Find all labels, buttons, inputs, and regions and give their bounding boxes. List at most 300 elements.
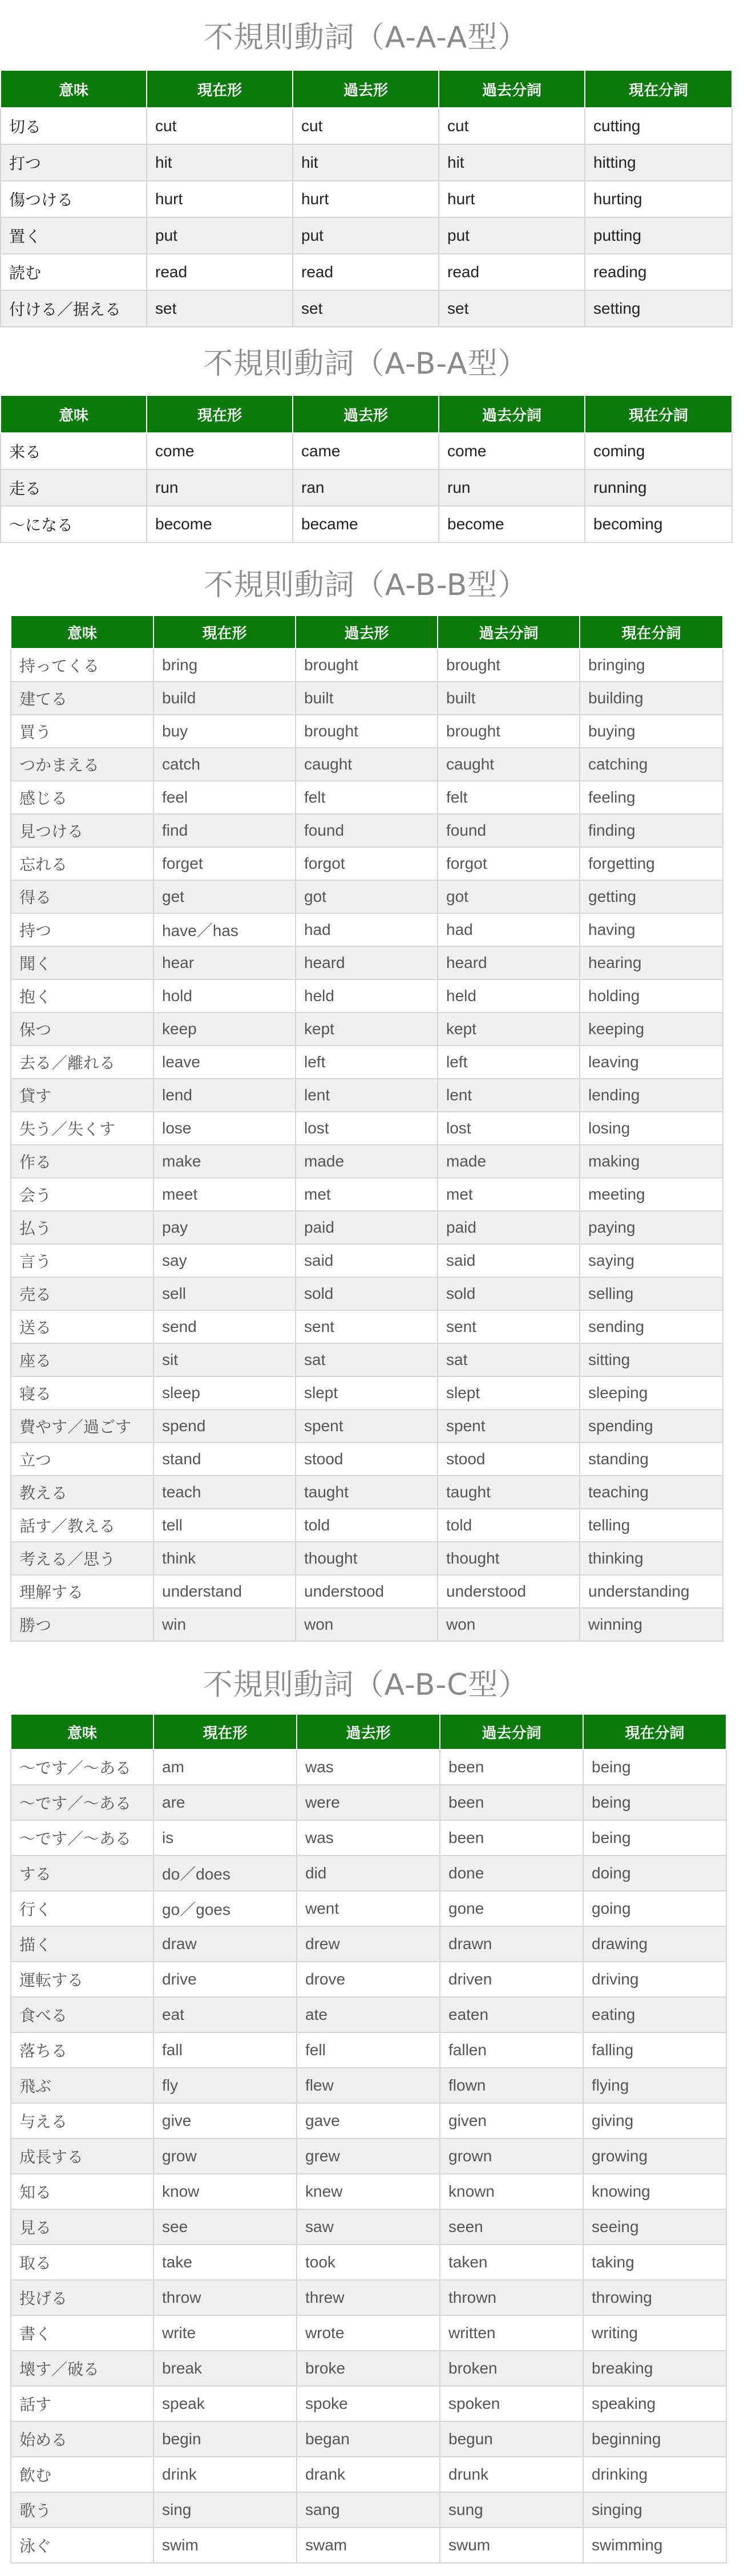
header-meaning: 意味 [11, 615, 153, 649]
cell-present: catch [153, 748, 296, 781]
cell-past-participle: hurt [439, 181, 585, 217]
cell-past-participle: had [438, 913, 580, 946]
cell-past: grew [297, 2138, 440, 2174]
table-row [11, 1542, 723, 1575]
cell-present: sell [153, 1277, 296, 1310]
cell-present: drink [153, 2457, 297, 2492]
table-row [11, 1926, 726, 1962]
cell-present-participle: taking [583, 2245, 726, 2280]
cell-meaning: 打つ [1, 144, 147, 181]
cell-past: taught [296, 1476, 438, 1509]
cell-past: understood [296, 1575, 438, 1608]
cell-meaning: 買う [11, 715, 153, 748]
header-present: 現在形 [147, 70, 293, 108]
cell-past: was [297, 1749, 440, 1785]
header-meaning: 意味 [1, 70, 147, 108]
cell-present-participle: being [583, 1749, 726, 1785]
cell-present-participle: growing [583, 2138, 726, 2174]
cell-past-participle: forgot [438, 847, 580, 880]
cell-present: fall [153, 2032, 297, 2068]
cell-meaning: 食べる [11, 1997, 153, 2032]
cell-meaning: 見つける [11, 814, 153, 847]
table-header-row [11, 1714, 726, 1749]
cell-past-participle: seen [440, 2209, 583, 2245]
cell-meaning: 与える [11, 2103, 153, 2138]
cell-present-participle: understanding [580, 1575, 723, 1608]
cell-present-participle: flying [583, 2068, 726, 2103]
cell-present-participle: keeping [580, 1012, 723, 1046]
cell-meaning: 貸す [11, 1079, 153, 1112]
cell-meaning: 払う [11, 1211, 153, 1244]
table-row [11, 2457, 726, 2492]
cell-present: bring [153, 649, 296, 682]
cell-present-participle: knowing [583, 2174, 726, 2209]
table-row [1, 290, 732, 327]
cell-past: fell [297, 2032, 440, 2068]
cell-past: had [296, 913, 438, 946]
verb-table [0, 395, 733, 543]
cell-meaning: 話す／教える [11, 1509, 153, 1542]
cell-past-participle: come [439, 433, 585, 469]
cell-past-participle: flown [440, 2068, 583, 2103]
cell-present-participle: eating [583, 1997, 726, 2032]
cell-past-participle: lent [438, 1079, 580, 1112]
cell-meaning: 売る [11, 1277, 153, 1310]
cell-past: sold [296, 1277, 438, 1310]
cell-present-participle: hurting [585, 181, 732, 217]
cell-present: stand [153, 1443, 296, 1476]
table-row [11, 1749, 726, 1785]
cell-present: send [153, 1310, 296, 1343]
cell-past-participle: sung [440, 2492, 583, 2528]
cell-present: sleep [153, 1376, 296, 1409]
cell-meaning: 送る [11, 1310, 153, 1343]
cell-past-participle: begun [440, 2421, 583, 2457]
cell-past-participle: heard [438, 946, 580, 979]
table-row [11, 1409, 723, 1443]
cell-past-participle: put [439, 217, 585, 254]
table-row [11, 2209, 726, 2245]
cell-past: put [293, 217, 439, 254]
cell-past: became [293, 506, 439, 542]
cell-meaning: 抱く [11, 979, 153, 1012]
cell-present: run [147, 469, 293, 506]
cell-present: begin [153, 2421, 297, 2457]
cell-meaning: 書く [11, 2315, 153, 2351]
header-present-participle: 現在分詞 [585, 70, 732, 108]
cell-present-participle: coming [585, 433, 732, 469]
cell-present-participle: telling [580, 1509, 723, 1542]
cell-present-participle: catching [580, 748, 723, 781]
cell-past: lost [296, 1112, 438, 1145]
cell-past-participle: given [440, 2103, 583, 2138]
cell-past: won [296, 1608, 438, 1641]
cell-present-participle: being [583, 1820, 726, 1856]
cell-past-participle: stood [438, 1443, 580, 1476]
cell-present-participle: giving [583, 2103, 726, 2138]
section-title: 不規則動詞（A-B-C型） [203, 1668, 529, 1702]
cell-present: hold [153, 979, 296, 1012]
cell-past: kept [296, 1012, 438, 1046]
cell-meaning: 去る／離れる [11, 1046, 153, 1079]
cell-past: ran [293, 469, 439, 506]
cell-present: do／does [153, 1856, 297, 1891]
cell-past-participle: broken [440, 2351, 583, 2386]
cell-present-participle: spending [580, 1409, 723, 1443]
cell-past: broke [297, 2351, 440, 2386]
table-row [11, 1112, 723, 1145]
cell-present: hit [147, 144, 293, 181]
cell-meaning: 座る [11, 1343, 153, 1376]
cell-present: spend [153, 1409, 296, 1443]
cell-meaning: 置く [1, 217, 147, 254]
cell-past: spoke [297, 2386, 440, 2421]
cell-meaning: 理解する [11, 1575, 153, 1608]
cell-past: told [296, 1509, 438, 1542]
cell-past: read [293, 254, 439, 290]
cell-present-participle: doing [583, 1856, 726, 1891]
table-row [11, 2421, 726, 2457]
cell-past: did [297, 1856, 440, 1891]
cell-past: said [296, 1244, 438, 1277]
header-present: 現在形 [153, 1714, 297, 1749]
cell-past-participle: paid [438, 1211, 580, 1244]
cell-past-participle: become [439, 506, 585, 542]
cell-meaning: 成長する [11, 2138, 153, 2174]
cell-present-participle: bringing [580, 649, 723, 682]
cell-past-participle: thrown [440, 2280, 583, 2315]
cell-meaning: 感じる [11, 781, 153, 814]
cell-present-participle: hearing [580, 946, 723, 979]
cell-past: drank [297, 2457, 440, 2492]
cell-meaning: 得る [11, 880, 153, 913]
cell-meaning: 話す [11, 2386, 153, 2421]
cell-past: slept [296, 1376, 438, 1409]
cell-meaning: 失う／失くす [11, 1112, 153, 1145]
cell-past-participle: grown [440, 2138, 583, 2174]
table-row [1, 108, 732, 144]
table-row [11, 1376, 723, 1409]
cell-present-participle: selling [580, 1277, 723, 1310]
cell-meaning: 言う [11, 1244, 153, 1277]
header-past-participle: 過去分詞 [438, 615, 580, 649]
cell-present: forget [153, 847, 296, 880]
cell-present: draw [153, 1926, 297, 1962]
header-present-participle: 現在分詞 [580, 615, 723, 649]
cell-present: get [153, 880, 296, 913]
table-row [1, 469, 732, 506]
cell-present-participle: standing [580, 1443, 723, 1476]
cell-meaning: する [11, 1856, 153, 1891]
cell-present: throw [153, 2280, 297, 2315]
table-row [11, 2351, 726, 2386]
cell-present-participle: drinking [583, 2457, 726, 2492]
cell-meaning: 建てる [11, 682, 153, 715]
header-past-participle: 過去分詞 [439, 395, 585, 433]
header-past: 過去形 [297, 1714, 440, 1749]
cell-meaning: 切る [1, 108, 147, 144]
section-title: 不規則動詞（A-A-A型） [203, 21, 528, 55]
table-row [11, 847, 723, 880]
cell-present: put [147, 217, 293, 254]
cell-past: brought [296, 715, 438, 748]
cell-past: saw [297, 2209, 440, 2245]
cell-present-participle: sending [580, 1310, 723, 1343]
cell-past: drew [297, 1926, 440, 1962]
cell-meaning: 勝つ [11, 1608, 153, 1641]
table-row [11, 1310, 723, 1343]
cell-meaning: 歌う [11, 2492, 153, 2528]
cell-past-participle: fallen [440, 2032, 583, 2068]
table-row [11, 1856, 726, 1891]
cell-past: forgot [296, 847, 438, 880]
cell-present: say [153, 1244, 296, 1277]
verb-table [0, 70, 733, 327]
cell-present-participle: driving [583, 1962, 726, 1997]
table-row [11, 2174, 726, 2209]
table-row [11, 2528, 726, 2563]
cell-past: thought [296, 1542, 438, 1575]
cell-past: hit [293, 144, 439, 181]
cell-meaning: 飛ぶ [11, 2068, 153, 2103]
table-row [11, 1962, 726, 1997]
cell-present: swim [153, 2528, 297, 2563]
cell-present-participle: swimming [583, 2528, 726, 2563]
cell-present-participle: drawing [583, 1926, 726, 1962]
header-present: 現在形 [153, 615, 296, 649]
cell-present: become [147, 506, 293, 542]
cell-past-participle: felt [438, 781, 580, 814]
cell-present: buy [153, 715, 296, 748]
cell-past-participle: told [438, 1509, 580, 1542]
table-row [1, 144, 732, 181]
cell-past-participle: driven [440, 1962, 583, 1997]
cell-meaning: 〜です／〜ある [11, 1749, 153, 1785]
cell-past: swam [297, 2528, 440, 2563]
cell-present-participle: being [583, 1785, 726, 1820]
table-row [11, 946, 723, 979]
cell-past-participle: sent [438, 1310, 580, 1343]
cell-present-participle: holding [580, 979, 723, 1012]
cell-present: eat [153, 1997, 297, 2032]
cell-meaning: 持つ [11, 913, 153, 946]
table-row [1, 433, 732, 469]
table-row [11, 2492, 726, 2528]
table-row [11, 2032, 726, 2068]
cell-meaning: 費やす／過ごす [11, 1409, 153, 1443]
header-past: 過去形 [296, 615, 438, 649]
table-row [11, 682, 723, 715]
cell-past: flew [297, 2068, 440, 2103]
table-row [11, 1211, 723, 1244]
cell-past-participle: understood [438, 1575, 580, 1608]
table-row [11, 1277, 723, 1310]
table-row [11, 2315, 726, 2351]
cell-past-participle: run [439, 469, 585, 506]
cell-present-participle: cutting [585, 108, 732, 144]
table-row [11, 979, 723, 1012]
cell-past-participle: built [438, 682, 580, 715]
cell-past: was [297, 1820, 440, 1856]
cell-past-participle: been [440, 1785, 583, 1820]
cell-present-participle: sleeping [580, 1376, 723, 1409]
cell-past-participle: known [440, 2174, 583, 2209]
cell-past: set [293, 290, 439, 327]
cell-meaning: 聞く [11, 946, 153, 979]
cell-past: heard [296, 946, 438, 979]
cell-past-participle: thought [438, 1542, 580, 1575]
cell-past: stood [296, 1443, 438, 1476]
table-row [11, 781, 723, 814]
table-row [11, 1997, 726, 2032]
cell-meaning: 付ける／据える [1, 290, 147, 327]
table-row [11, 2280, 726, 2315]
table-row [11, 1244, 723, 1277]
verb-table [10, 615, 723, 1642]
cell-past: began [297, 2421, 440, 2457]
cell-past-participle: sold [438, 1277, 580, 1310]
cell-past-participle: sat [438, 1343, 580, 1376]
cell-present: lose [153, 1112, 296, 1145]
cell-present-participle: teaching [580, 1476, 723, 1509]
cell-past-participle: found [438, 814, 580, 847]
cell-past-participle: been [440, 1820, 583, 1856]
cell-past: held [296, 979, 438, 1012]
table-row [11, 2386, 726, 2421]
table-row [11, 880, 723, 913]
cell-past: went [297, 1891, 440, 1926]
cell-present: win [153, 1608, 296, 1641]
cell-past: ate [297, 1997, 440, 2032]
cell-past: sat [296, 1343, 438, 1376]
cell-present-participle: becoming [585, 506, 732, 542]
cell-past: wrote [297, 2315, 440, 2351]
cell-present-participle: thinking [580, 1542, 723, 1575]
cell-meaning: 考える／思う [11, 1542, 153, 1575]
cell-past: made [296, 1145, 438, 1178]
cell-present-participle: getting [580, 880, 723, 913]
cell-present-participle: speaking [583, 2386, 726, 2421]
cell-meaning: 立つ [11, 1443, 153, 1476]
cell-meaning: 忘れる [11, 847, 153, 880]
cell-past-participle: drawn [440, 1926, 583, 1962]
table-row [11, 1575, 723, 1608]
table-row [11, 2138, 726, 2174]
cell-meaning: 傷つける [1, 181, 147, 217]
cell-present-participle: having [580, 913, 723, 946]
cell-meaning: 飲む [11, 2457, 153, 2492]
cell-present: are [153, 1785, 297, 1820]
cell-past-participle: read [439, 254, 585, 290]
table-row [11, 1079, 723, 1112]
header-past: 過去形 [293, 70, 439, 108]
table-row [11, 2103, 726, 2138]
cell-present-participle: forgetting [580, 847, 723, 880]
cell-present: build [153, 682, 296, 715]
cell-present: make [153, 1145, 296, 1178]
cell-present: understand [153, 1575, 296, 1608]
cell-meaning: 落ちる [11, 2032, 153, 2068]
table-row [11, 1891, 726, 1926]
cell-present-participle: hitting [585, 144, 732, 181]
cell-meaning: 教える [11, 1476, 153, 1509]
table-row [11, 814, 723, 847]
cell-meaning: 〜です／〜ある [11, 1785, 153, 1820]
cell-past-participle: cut [439, 108, 585, 144]
cell-present-participle: finding [580, 814, 723, 847]
cell-meaning: 描く [11, 1926, 153, 1962]
cell-meaning: つかまえる [11, 748, 153, 781]
cell-present-participle: setting [585, 290, 732, 327]
cell-present: have／has [153, 913, 296, 946]
cell-past: gave [297, 2103, 440, 2138]
cell-present: hurt [147, 181, 293, 217]
cell-present-participle: lending [580, 1079, 723, 1112]
table-row [11, 1820, 726, 1856]
cell-present-participle: falling [583, 2032, 726, 2068]
cell-present: is [153, 1820, 297, 1856]
cell-present: give [153, 2103, 297, 2138]
cell-past: sang [297, 2492, 440, 2528]
cell-present-participle: running [585, 469, 732, 506]
cell-present: come [147, 433, 293, 469]
cell-present: leave [153, 1046, 296, 1079]
table-row [11, 1046, 723, 1079]
table-row [1, 254, 732, 290]
cell-past-participle: done [440, 1856, 583, 1891]
table-row [11, 1178, 723, 1211]
cell-meaning: 作る [11, 1145, 153, 1178]
cell-past-participle: kept [438, 1012, 580, 1046]
cell-present-participle: seeing [583, 2209, 726, 2245]
cell-present: set [147, 290, 293, 327]
cell-meaning: 運転する [11, 1962, 153, 1997]
cell-present: pay [153, 1211, 296, 1244]
table-row [1, 181, 732, 217]
cell-present-participle: losing [580, 1112, 723, 1145]
cell-present-participle: buying [580, 715, 723, 748]
cell-meaning: 保つ [11, 1012, 153, 1046]
cell-present-participle: sitting [580, 1343, 723, 1376]
table-header-row [1, 395, 732, 433]
cell-past: drove [297, 1962, 440, 1997]
cell-present: go／goes [153, 1891, 297, 1926]
cell-past-participle: brought [438, 649, 580, 682]
table-row [11, 748, 723, 781]
cell-present-participle: building [580, 682, 723, 715]
cell-past-participle: set [439, 290, 585, 327]
cell-meaning: 会う [11, 1178, 153, 1211]
cell-past-participle: slept [438, 1376, 580, 1409]
cell-meaning: 走る [1, 469, 147, 506]
cell-past-participle: written [440, 2315, 583, 2351]
cell-present: keep [153, 1012, 296, 1046]
cell-present: feel [153, 781, 296, 814]
table-row [11, 715, 723, 748]
cell-meaning: 取る [11, 2245, 153, 2280]
verb-table [10, 1714, 727, 2563]
table-row [11, 649, 723, 682]
header-present-participle: 現在分詞 [585, 395, 732, 433]
cell-present-participle: putting [585, 217, 732, 254]
cell-past-participle: taken [440, 2245, 583, 2280]
cell-meaning: 知る [11, 2174, 153, 2209]
cell-present: meet [153, 1178, 296, 1211]
cell-present: drive [153, 1962, 297, 1997]
cell-past-participle: spoken [440, 2386, 583, 2421]
cell-past-participle: eaten [440, 1997, 583, 2032]
cell-present: find [153, 814, 296, 847]
